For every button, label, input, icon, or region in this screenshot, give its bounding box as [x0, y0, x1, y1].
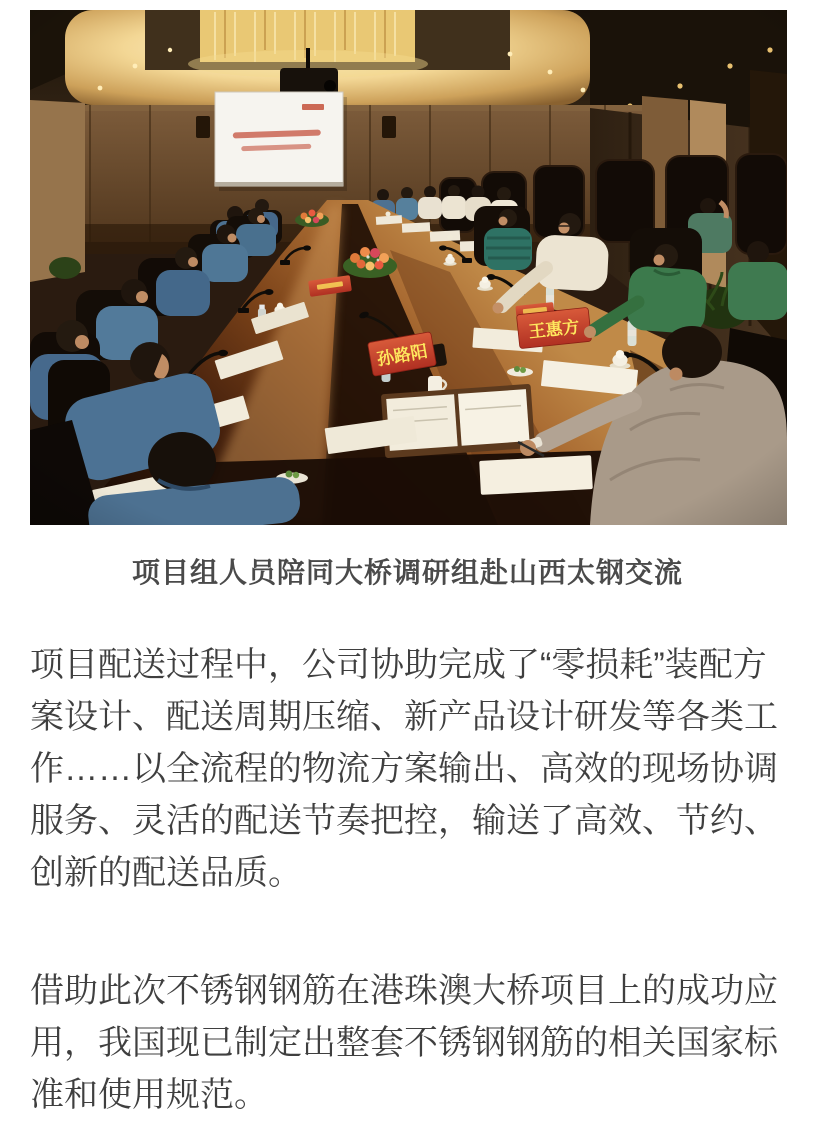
paragraph-2: 借助此次不锈钢钢筋在港珠澳大桥项目上的成功应用，我国现已制定出整套不锈钢钢筋的相关国家标准和使用规范。	[30, 972, 778, 1114]
photo-vignette	[30, 10, 787, 525]
paragraph-1: 项目配送过程中，公司协助完成了“零损耗”装配方案设计、配送周期压缩、新产品设计研发等各类工作……以全流程的物流方案输出、高效的现场协调服务、灵活的配送节奏把控，输送了高效、节约、创新的配送品质。	[30, 646, 778, 892]
article-body	[0, 639, 815, 1121]
conference-photo-scene	[30, 10, 787, 525]
conference-photo[interactable]	[30, 10, 787, 525]
photo-figure	[0, 10, 815, 591]
photo-caption: 项目组人员陪同大桥调研组赴山西太钢交流	[131, 557, 683, 588]
